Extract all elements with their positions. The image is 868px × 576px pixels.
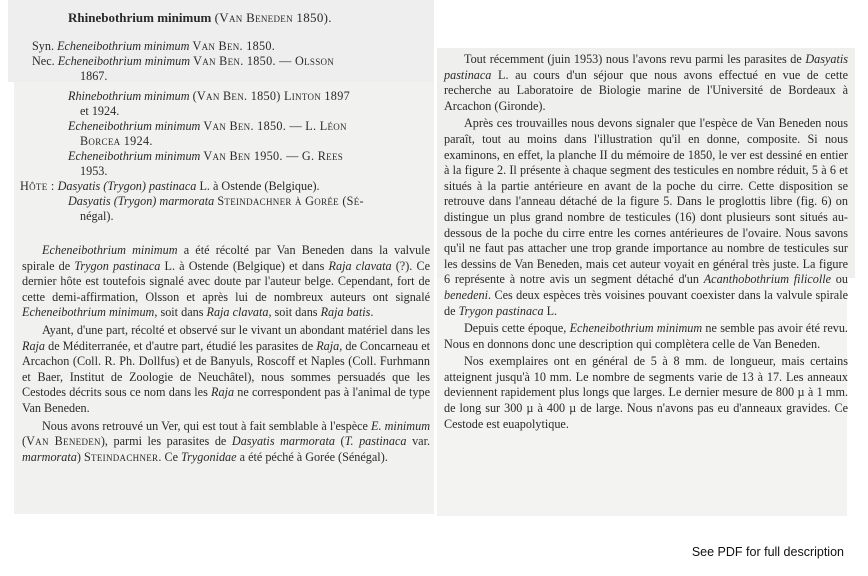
synonym-line [32,39,275,55]
paragraph: Echeneibothrium minimum a été récolté par Van Beneden dans la valvule spirale de Trygon pastinaca L. à Ostende (Belgique) et dans Raja clavata (?). Ce dernier hôte est toutefois signalé avec doute par l'auteur belge. Cependant, fort de cette demi-affirmation, Olsson et après lui de nombreux auteurs ont signalé Echeneibothrium minimum, soit dans Raja clavata, soit dans Raja batis. [22,243,431,320]
nec-authority: (Van Ben. 1850) Linton 1897 [192,89,350,103]
nec-line-3 [68,119,347,135]
nec-cont: 1953. [80,164,108,178]
host-line-2 [68,194,364,210]
nec-line-2 [68,89,350,105]
nec-cont: et 1924. [80,104,120,118]
right-body-text [444,52,848,432]
see-pdf-note: See PDF for full description [691,545,844,559]
nec-name: Echeneibothrium minimum [68,119,201,133]
host-subgenus: (Trygon) [103,179,146,193]
nec-authority: Van Ben. 1850. — L. Léon [203,119,347,133]
nec-name: Echeneibothrium minimum [68,149,201,163]
nec-line-4 [68,149,343,165]
syn-label: Syn. [32,39,55,53]
paragraph: Nos exemplaires ont en général de 5 à 8 mm. de longueur, mais certains atteignent jusqu'à 10 mm. Le nombre de segments varie de 13 à 17. Les anneaux deviennent rapidement plus longs que larges. Le dernier mesure de 800 µ à 1 mm. de long sur 300 µ à 400 µ de large. Nous n'avons pas eu d'anneaux gravides. Ce Cestode est euapolytique. [444,354,848,431]
nec-authority: Van Ben. 1850. — Olsson [193,54,335,68]
host-label: Hôte : [20,179,55,193]
heading-authority: (Van Beneden 1850). [214,10,332,25]
host-line-1 [20,179,320,195]
paragraph: Après ces trouvailles nous devons signaler que l'espèce de Van Beneden nous paraît, tout au moins dans l'illustration qu'il en donne, composite. Si nous examinons, en effet, la planche II du mémoire de 1850, le ver est dessiné en entier à la figure 2. Il présente à chaque segment des testicules en nombre réduit, 5 à 6 et situés à la partie antérieure en avant de la poche du cirre. Cette disposition se retrouve dans l'anneau détaché de la figure 5. Dans le proglottis libre (fig. 6) on distingue un plus grand nombre de testicules (16) dont plusieurs sont situés au-dessous de la poche du cirre entre les cornes antérieures de l'ovaire. Nous savons qu'il ne faut pas attacher une trop grande importance au nombre de testicules sur les dessins de Van Beneden, mais cet auteur voyait en général très juste. La figure 6 représente à notre avis un segment détaché d'un Acanthobothrium filicolle ou benedeni. Ces deux espèces très voisines pouvant coexister dans la valvule spirale de Trygon pastinaca L. [444,116,848,318]
paragraph: Depuis cette époque, Echeneibothrium minimum ne semble pas avoir été revu. Nous en donnons donc une description qui complètera celle de Van Beneden. [444,321,848,351]
nec-line-1 [32,54,334,70]
host-locality: L. à Ostende (Belgique). [199,179,320,193]
nec-cont: Borcea 1924. [80,134,153,148]
host-species: marmorata [159,194,215,208]
syn-authority: Van Ben. 1850. [192,39,276,53]
nec-label: Nec. [32,54,55,68]
host-subgenus: (Trygon) [113,194,157,208]
host-genus: Dasyatis [68,194,111,208]
nec-name: Echeneibothrium minimum [57,54,191,68]
paragraph: Nous avons retrouvé un Ver, qui est tout à fait semblable à l'espèce E. minimum (Van Beneden), parmi les parasites de Dasyatis marmorata (T. pastinaca var. marmorata) Steindachner. Ce Trygonidae a été péché à Gorée (Sénégal). [22,418,430,464]
nec-name: Rhinebothrium minimum [68,89,190,103]
species-heading [68,10,332,26]
paragraph: Tout récemment (juin 1953) nous l'avons revu parmi les parasites de Dasyatis pastinaca L. au cours d'un séjour que nous avons effectué en vue de cette recherche au Laboratoire de Biologie marine de l'Université de Bordeaux à Arcachon (Gironde). [444,52,848,113]
nec-cont: 1867. [80,69,108,83]
left-body-text [22,243,430,465]
nec-authority: Van Ben 1950. — G. Rees [203,149,344,163]
host-genus: Dasyatis [57,179,101,193]
host-cont: négal). [80,209,114,223]
paragraph: Ayant, d'une part, récolté et observé sur le vivant un abondant matériel dans les Raja de Méditerranée, et d'autre part, étudié les parasites de Raja, de Concarneau et Arcachon (Coll. R. Ph. Dollfus) et de Banyuls, Roscoff et Naples (Coll. Furhmann et Baer, Institut de Zoologie de Neuchâtel), nous sommes persuadés que les Cestodes décrits sous ce nom dans les Raja ne correspondent pas à l'animal de type Van Beneden. [22,322,431,415]
syn-name: Echeneibothrium minimum [57,39,190,53]
host-locality: Steindachner à Gorée (Sé- [217,194,364,208]
host-species: pastinaca [148,179,197,193]
heading-species: Rhinebothrium minimum [68,10,212,25]
